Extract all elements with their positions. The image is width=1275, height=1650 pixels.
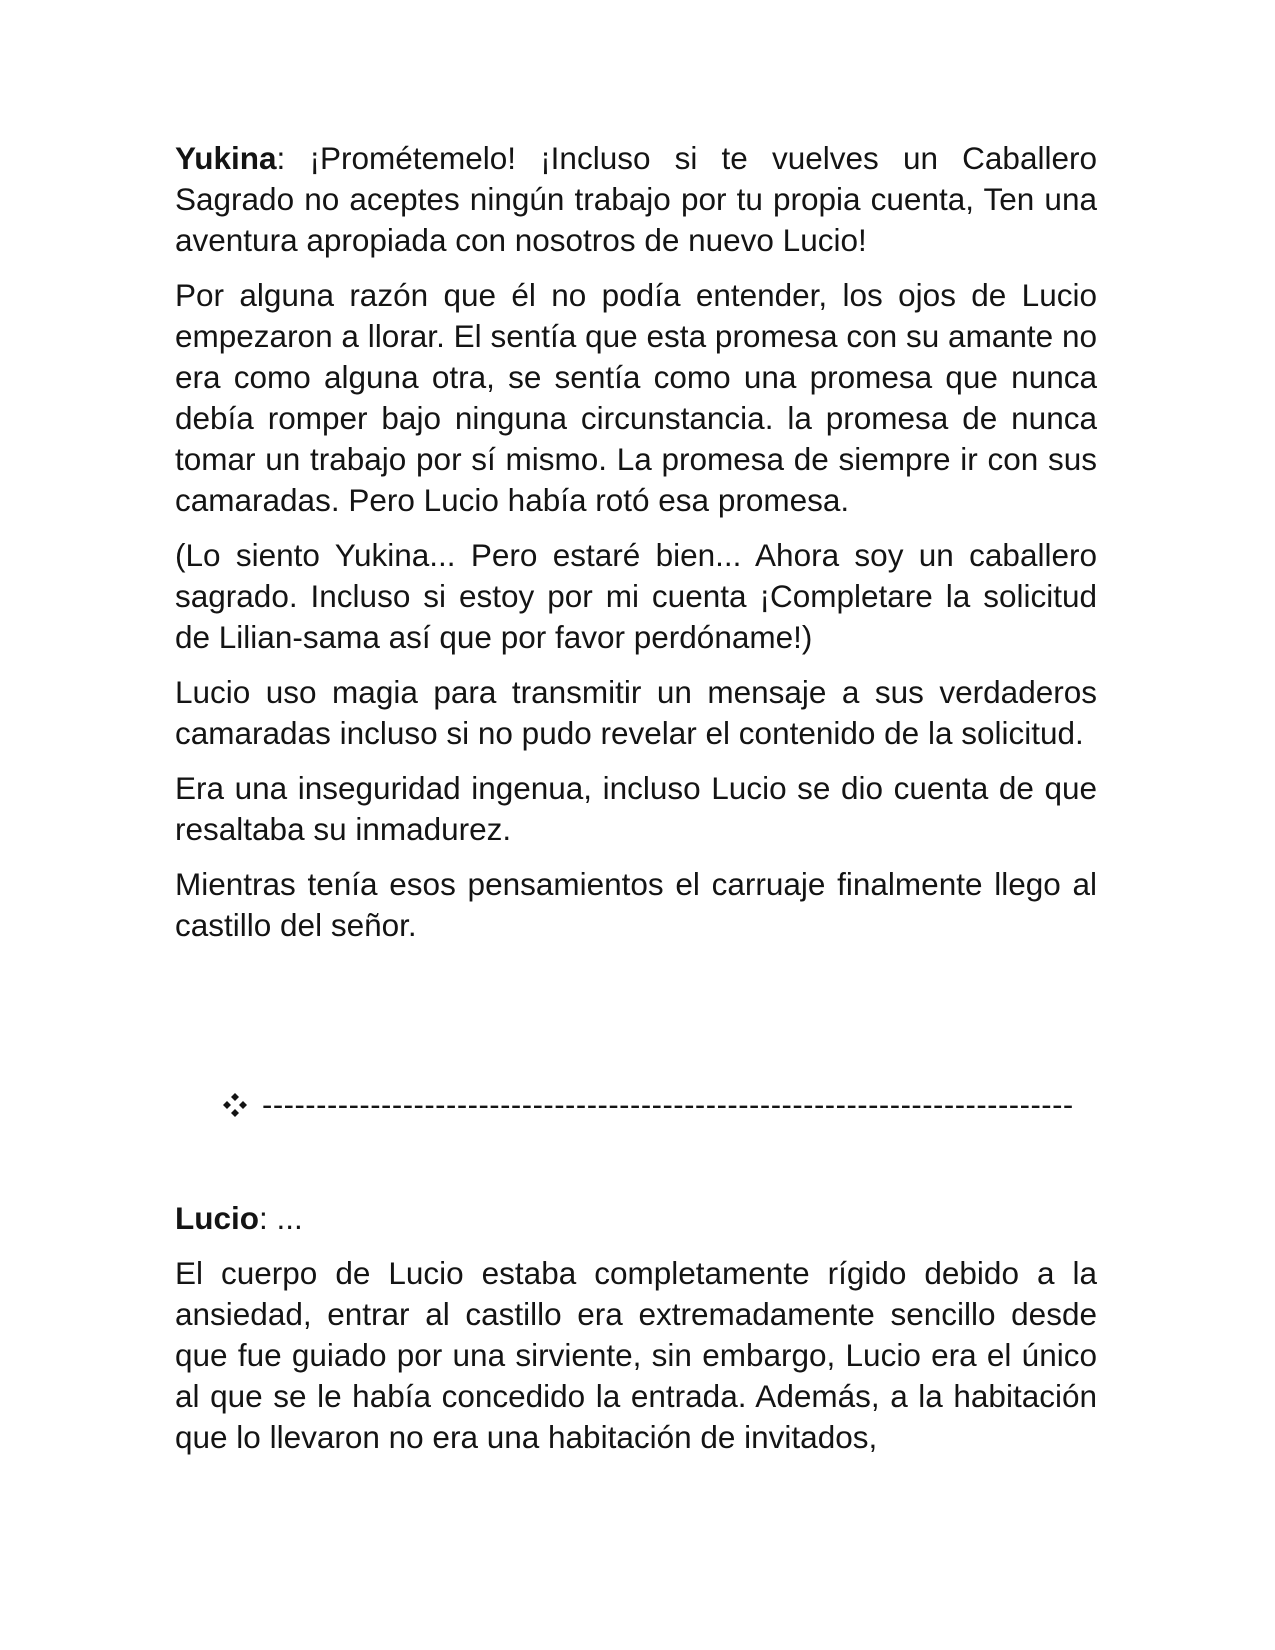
separator-dashes: --------------------------------------------------------------------------- <box>262 1087 1074 1122</box>
narration-paragraph: Lucio uso magia para transmitir un mensaje a sus verdaderos camaradas incluso si no pudo revelar el contenido de la solicitud. <box>175 674 1097 751</box>
speaker-name: Lucio <box>175 1200 259 1236</box>
narration-paragraph: Era una inseguridad ingenua, incluso Lucio se dio cuenta de que resaltaba su inmadurez. <box>175 770 1097 847</box>
dialogue-text: : ... <box>259 1200 303 1236</box>
dialogue-text: : ¡Prométemelo! ¡Incluso si te vuelves un Caballero Sagrado no aceptes ningún trabajo por tu propia cuenta, Ten una aventura apropiada con nosotros de nuevo Lucio! <box>175 140 1097 258</box>
page-body-upper <box>175 138 1097 960</box>
narration-paragraph: Mientras tenía esos pensamientos el carruaje finalmente llego al castillo del señor. <box>175 866 1097 943</box>
speaker-name: Yukina <box>175 140 277 176</box>
narration-paragraph: Por alguna razón que él no podía entender, los ojos de Lucio empezaron a llorar. El sentía que esta promesa con su amante no era como alguna otra, se sentía como una promesa que nunca debía romper bajo ninguna circunstancia. la promesa de nunca tomar un trabajo por sí mismo. La promesa de siempre ir con sus camaradas. Pero Lucio había rotó esa promesa. <box>175 277 1097 518</box>
thought-paragraph: (Lo siento Yukina... Pero estaré bien... Ahora soy un caballero sagrado. Incluso si estoy por mi cuenta ¡Completare la solicitud de Lilian-sama así que por favor perdóname!) <box>175 537 1097 655</box>
dialogue-paragraph <box>175 138 1097 261</box>
scene-separator <box>222 1085 1092 1125</box>
four-diamond-bullet-icon <box>222 1092 248 1118</box>
narration-paragraph: El cuerpo de Lucio estaba completamente rígido debido a la ansiedad, entrar al castillo era extremadamente sencillo desde que fue guiado por una sirviente, sin embargo, Lucio era el único al que se le había concedido la entrada. Además, a la habitación que lo llevaron no era una habitación de invitados, <box>175 1255 1097 1455</box>
dialogue-paragraph <box>175 1198 1097 1239</box>
page-body-lower <box>175 1198 1097 1472</box>
